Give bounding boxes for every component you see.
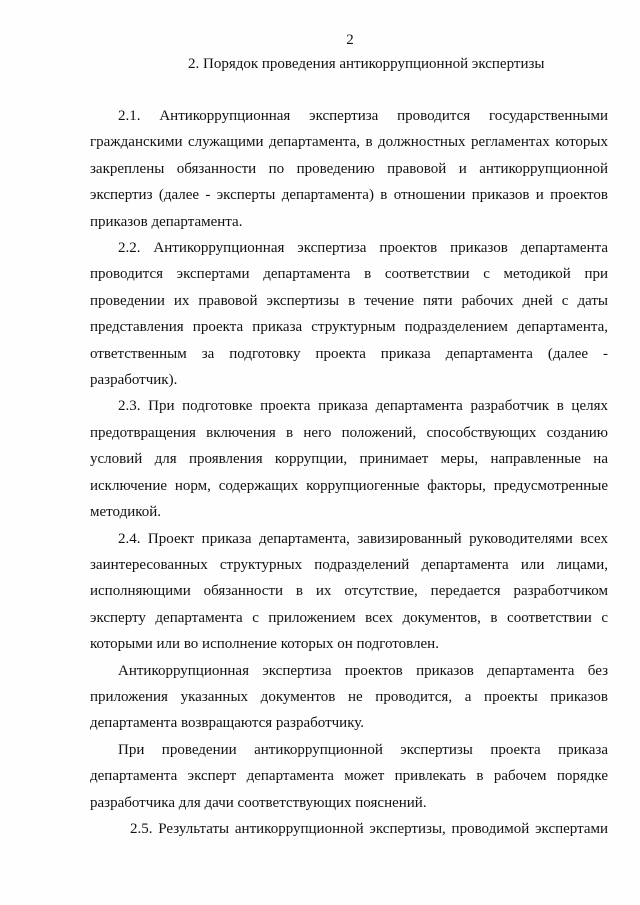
text-line: эксперту департамента с приложением всех документов, в соответствии с: [90, 609, 608, 626]
text-line: разработчика для дачи соответствующих пояснений.: [90, 794, 427, 811]
text-line: департамента эксперт департамента может привлекать в рабочем порядке: [90, 768, 608, 785]
text-line: приложения указанных документов не проводится, а проекты приказов: [90, 688, 608, 705]
text-line: исполняющими обязанности в их отсутствие, передается разработчиком: [90, 583, 608, 600]
paragraph-2-3: [90, 393, 608, 525]
text-line: При проведении антикоррупционной экспертизы проекта приказа: [118, 741, 608, 758]
text-line: экспертиз (далее - эксперты департамента) в отношении приказов и проектов: [90, 187, 608, 204]
paragraph-no-documents: [90, 658, 608, 737]
text-line: 2.1. Антикоррупционная экспертиза проводится государственными: [118, 108, 608, 124]
text-line: гражданскими служащими департамента, в должностных регламентах которых: [90, 134, 608, 151]
paragraph-developer-involvement: [90, 737, 608, 816]
text-line: проводится экспертами департамента в соответствии с методикой при: [90, 266, 608, 283]
text-line: приказов департамента.: [90, 213, 243, 230]
text-line: условий для проявления коррупции, принимает меры, направленные на: [90, 451, 608, 468]
text-line: методикой.: [90, 504, 162, 521]
document-body: [90, 103, 608, 842]
paragraph-2-4: [90, 526, 608, 658]
text-line: представления проекта приказа структурным подразделением департамента,: [90, 319, 608, 336]
text-line: департамента возвращаются разработчику.: [90, 715, 365, 732]
text-line: проведении их правовой экспертизы в течение пяти рабочих дней с даты: [90, 292, 608, 309]
text-line: Антикоррупционная экспертиза проектов приказов департамента без: [118, 662, 608, 679]
text-line: закреплены обязанности по проведению правовой и антикоррупционной: [90, 160, 608, 177]
text-line: предотвращения включения в него положений, способствующих созданию: [90, 424, 608, 441]
paragraph-2-2: [90, 235, 608, 393]
text-line: 2.2. Антикоррупционная экспертиза проектов приказов департамента: [118, 240, 608, 257]
text-line: 2.5. Результаты антикоррупционной экспертизы, проводимой экспертами: [130, 820, 608, 837]
text-line: заинтересованных структурных подразделений департамента или лицами,: [90, 556, 608, 573]
paragraph-2-5: [90, 816, 608, 842]
text-line: исключение норм, содержащих коррупциогенные факторы, предусмотренные: [90, 477, 608, 494]
text-line: 2.4. Проект приказа департамента, завизированный руководителями всех: [118, 530, 608, 547]
text-line: ответственным за подготовку проекта приказа департамента (далее -: [90, 345, 608, 362]
text-line: 2.3. При подготовке проекта приказа департамента разработчик в целях: [118, 398, 608, 415]
page-number: 2: [346, 32, 354, 48]
text-line: которыми или во исполнение которых он подготовлен.: [90, 636, 439, 653]
text-line: разработчик).: [90, 372, 178, 389]
section-title: 2. Порядок проведения антикоррупционной экспертизы: [188, 56, 545, 72]
paragraph-2-1: [90, 103, 608, 235]
